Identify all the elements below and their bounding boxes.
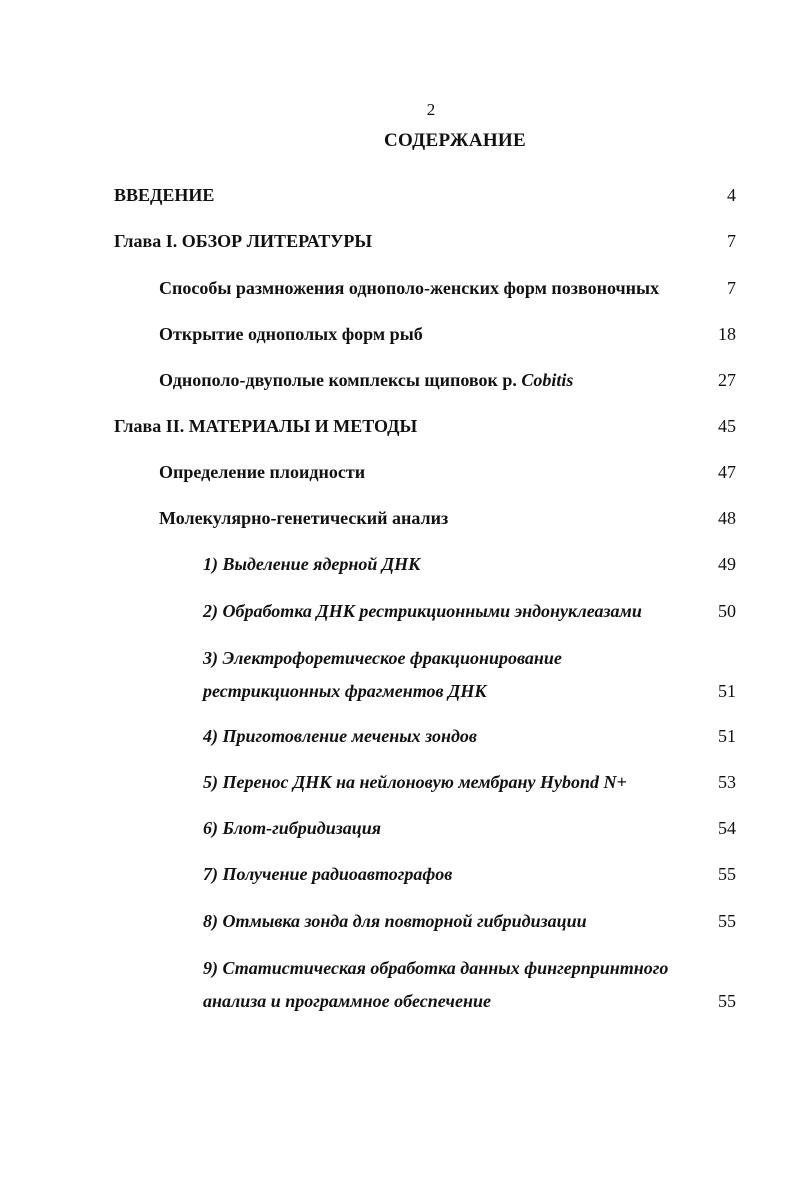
toc-entry-cobitis-complexes (159, 368, 573, 392)
toc-page-probe-stripping: 55 (718, 911, 736, 931)
toc-entry-blot-hybridization: 6) Блот-гибридизация (203, 818, 382, 838)
toc-page-cobitis-complexes: 27 (718, 370, 736, 390)
toc-entry-statistics-line2: анализа и программное обеспечение (203, 991, 491, 1011)
toc-entry-statistics-line1: 9) Статистическая обработка данных фингерпринтного (203, 958, 669, 978)
toc-page-ploidy: 47 (718, 462, 736, 482)
toc-entry-chapter-1: Глава I. ОБЗОР ЛИТЕРАТУРЫ (114, 231, 373, 251)
toc-page-chapter-2: 45 (718, 416, 736, 436)
toc-entry-membrane-transfer: 5) Перенос ДНК на нейлоновую мембрану Hybond N+ (203, 772, 627, 792)
toc-page-restriction-treatment: 50 (718, 601, 736, 621)
toc-page-labeled-probes: 51 (718, 726, 736, 746)
toc-entry-probe-stripping: 8) Отмывка зонда для повторной гибридизации (203, 911, 587, 931)
toc-entry-restriction-treatment: 2) Обработка ДНК рестрикционными эндонуклеазами (203, 601, 642, 621)
page-number: 2 (426, 100, 436, 119)
toc-page-membrane-transfer: 53 (718, 772, 736, 792)
toc-page-introduction: 4 (727, 185, 736, 205)
toc-page-statistics: 55 (718, 991, 736, 1011)
toc-page-dna-isolation: 49 (718, 554, 736, 574)
toc-entry-cobitis-label: Однополо-двуполые комплексы щиповок р. (159, 370, 517, 390)
page-title: СОДЕРЖАНИЕ (384, 130, 526, 151)
toc-page-autoradiographs: 55 (718, 864, 736, 884)
toc-entry-dna-isolation: 1) Выделение ядерной ДНК (203, 554, 421, 574)
toc-entry-chapter-2: Глава II. МАТЕРИАЛЫ И МЕТОДЫ (114, 416, 418, 436)
toc-entry-ploidy: Определение плоидности (159, 462, 366, 482)
toc-entry-unisexual-fish-discovery: Открытие однополых форм рыб (159, 324, 423, 344)
toc-entry-cobitis-genus: Cobitis (521, 370, 574, 390)
toc-page-chapter-1: 7 (727, 231, 736, 251)
toc-page-unisexual-fish-discovery: 18 (718, 324, 736, 344)
toc-entry-labeled-probes: 4) Приготовление меченых зондов (203, 726, 477, 746)
toc-entry-electrophoresis-line1: 3) Электрофоретическое фракционирование (203, 648, 562, 668)
toc-entry-autoradiographs: 7) Получение радиоавтографов (203, 864, 453, 884)
toc-entry-electrophoresis-line2: рестрикционных фрагментов ДНК (203, 681, 487, 701)
toc-page-reproduction-methods: 7 (727, 278, 736, 298)
toc-entry-introduction: ВВЕДЕНИЕ (114, 185, 215, 205)
toc-entry-reproduction-methods: Способы размножения однополо-женских форм позвоночных (159, 278, 660, 298)
toc-page-blot-hybridization: 54 (718, 818, 736, 838)
toc-entry-molecular-analysis: Молекулярно-генетический анализ (159, 508, 449, 528)
toc-page-electrophoresis: 51 (718, 681, 736, 701)
toc-page-molecular-analysis: 48 (718, 508, 736, 528)
